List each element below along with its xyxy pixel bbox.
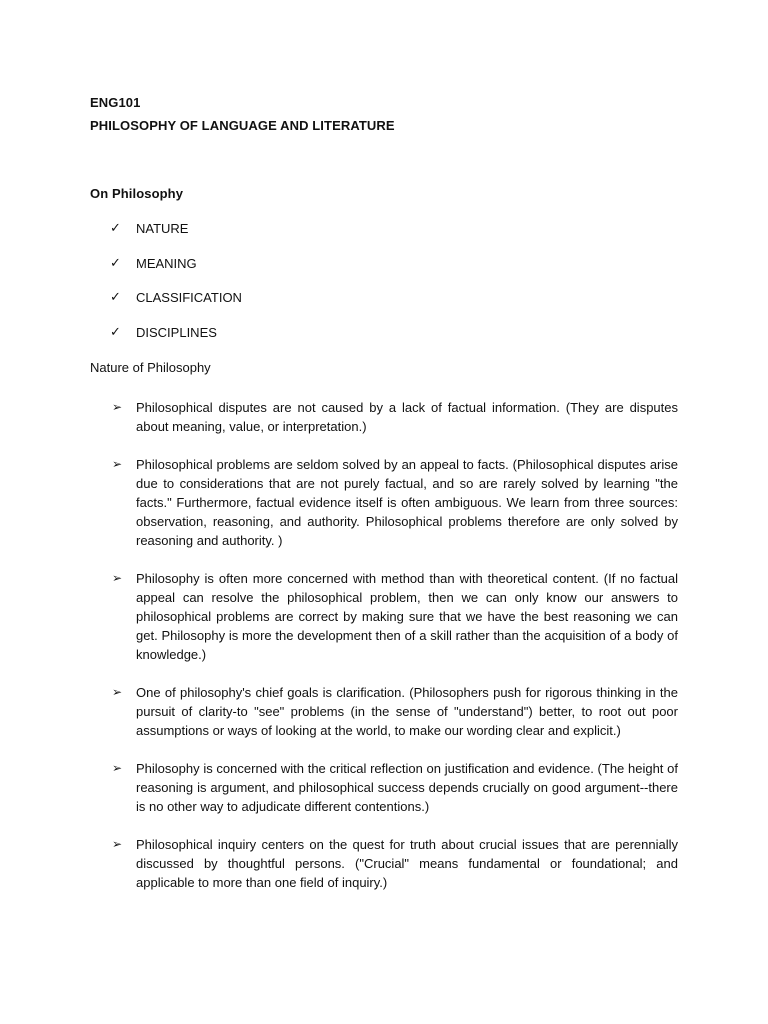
bullet-item [112, 455, 678, 550]
arrowhead-bullet-icon: ➢ [112, 685, 123, 699]
arrowhead-bullet-icon: ➢ [112, 837, 123, 851]
checklist-item-label: MEANING [136, 255, 197, 271]
bullet-item [112, 398, 678, 436]
checkmark-icon: ✓ [110, 255, 121, 271]
arrowhead-bullet-icon: ➢ [112, 761, 123, 775]
bullet-text: Philosophy is often more concerned with method than with theoretical content. (If no factual appeal can resolve the philosophical problem, then we can only know our answers to philosophical problems are correct by making sure that we have the best reasoning we can get. Philosophy is more the development then of a skill rather than the acquisition of a body of knowledge.) [136, 571, 678, 662]
checkmark-icon: ✓ [110, 221, 121, 236]
checklist-item [110, 256, 242, 291]
bullet-text: Philosophy is concerned with the critical reflection on justification and evidence. (The height of reasoning is argument, and philosophical success depends crucially on good argument--there is no other way to adjudicate different contentions.) [136, 761, 678, 814]
arrowhead-bullet-icon: ➢ [112, 571, 123, 585]
checklist-item [110, 290, 242, 325]
bullet-item [112, 759, 678, 816]
bullet-text: Philosophical problems are seldom solved by an appeal to facts. (Philosophical disputes arise due to considerations that are not purely factual, and so are rarely solved by learning "the facts." Furthermore, factual evidence itself is often ambiguous. We learn from three sources: observation, reasoning, and authority. Philosophical problems therefore are only solved by reasoning and authority. ) [136, 457, 678, 548]
section-title: On Philosophy [90, 186, 184, 201]
bullet-item [112, 569, 678, 664]
topic-checklist [110, 221, 242, 359]
course-title: PHILOSOPHY OF LANGUAGE AND LITERATURE [90, 118, 395, 133]
bullet-item [112, 683, 678, 740]
checklist-item-label: CLASSIFICATION [136, 290, 242, 305]
arrowhead-bullet-icon: ➢ [112, 457, 123, 471]
checkmark-icon: ✓ [110, 290, 121, 305]
nature-bullet-list [112, 398, 678, 911]
checklist-item-label: DISCIPLINES [136, 324, 217, 340]
course-code: ENG101 [90, 95, 141, 110]
bullet-text: Philosophical inquiry centers on the quest for truth about crucial issues that are perennially discussed by thoughtful persons. ("Crucial" means fundamental or foundational; and applicable to more than one field of inquiry.) [136, 837, 678, 890]
subsection-title: Nature of Philosophy [90, 360, 211, 375]
checkmark-icon: ✓ [110, 324, 121, 340]
bullet-text: One of philosophy's chief goals is clarification. (Philosophers push for rigorous thinking in the pursuit of clarity-to "see" problems (in the sense of "understand") better, to root out poor assumptions or ways of looking at the world, to make our wording clear and explicit.) [136, 685, 678, 738]
bullet-item [112, 835, 678, 892]
arrowhead-bullet-icon: ➢ [112, 400, 123, 414]
bullet-text: Philosophical disputes are not caused by a lack of factual information. (They are disputes about meaning, value, or interpretation.) [136, 400, 678, 434]
checklist-item [110, 325, 242, 360]
checklist-item [110, 221, 242, 256]
checklist-item-label: NATURE [136, 221, 189, 236]
